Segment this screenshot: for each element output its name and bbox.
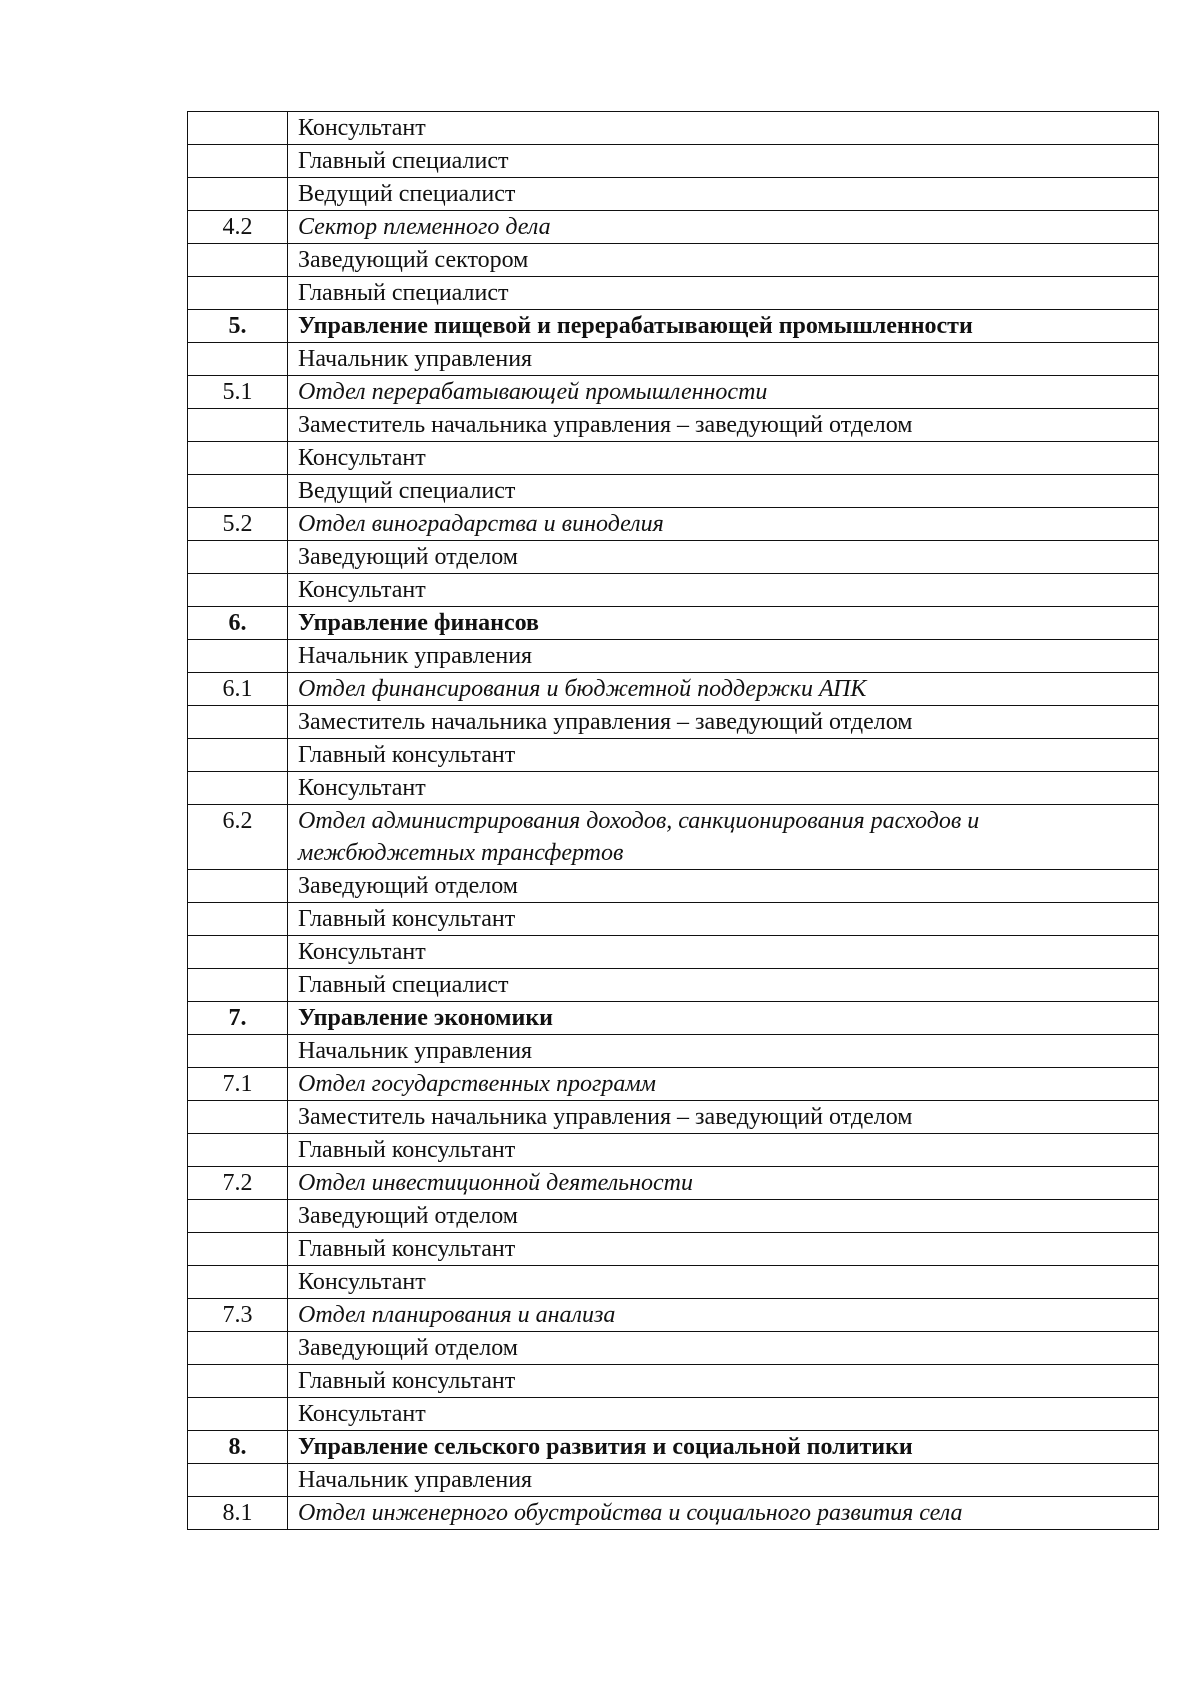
table-row: [188, 541, 1159, 574]
row-number: 8.1: [188, 1497, 288, 1530]
table-row: [188, 1101, 1159, 1134]
position-title: Главный консультант: [288, 903, 1159, 936]
table-row: [188, 310, 1159, 343]
table-row: [188, 936, 1159, 969]
position-title: Заведующий отделом: [288, 541, 1159, 574]
row-number: 6.2: [188, 805, 288, 870]
row-number: [188, 1200, 288, 1233]
row-number: [188, 870, 288, 903]
position-title: Начальник управления: [288, 1035, 1159, 1068]
row-number: [188, 706, 288, 739]
table-row: [188, 870, 1159, 903]
position-title: Ведущий специалист: [288, 475, 1159, 508]
table-row: [188, 1398, 1159, 1431]
row-number: [188, 112, 288, 145]
table-row: [188, 739, 1159, 772]
position-title: Заместитель начальника управления – заведующий отделом: [288, 706, 1159, 739]
row-number: 7.: [188, 1002, 288, 1035]
table-row: [188, 244, 1159, 277]
row-number: 6.: [188, 607, 288, 640]
table-row: [188, 376, 1159, 409]
section-title: Управление пищевой и перерабатывающей промышленности: [288, 310, 1159, 343]
row-number: 7.3: [188, 1299, 288, 1332]
position-title: Заведующий отделом: [288, 1200, 1159, 1233]
row-number: [188, 244, 288, 277]
position-title: Консультант: [288, 936, 1159, 969]
department-title: Отдел государственных программ: [288, 1068, 1159, 1101]
position-title: Главный специалист: [288, 277, 1159, 310]
position-title: Начальник управления: [288, 1464, 1159, 1497]
staff-structure-table: [187, 111, 1159, 1530]
section-title: Управление сельского развития и социальной политики: [288, 1431, 1159, 1464]
position-title: Главный консультант: [288, 1365, 1159, 1398]
table-row: [188, 343, 1159, 376]
table-row: [188, 442, 1159, 475]
section-title: Управление экономики: [288, 1002, 1159, 1035]
department-title: Отдел перерабатывающей промышленности: [288, 376, 1159, 409]
row-number: [188, 1398, 288, 1431]
row-number: 4.2: [188, 211, 288, 244]
table-row: [188, 574, 1159, 607]
table-row: [188, 1464, 1159, 1497]
row-number: 8.: [188, 1431, 288, 1464]
table-row: [188, 903, 1159, 936]
position-title: Главный специалист: [288, 969, 1159, 1002]
position-title: Заведующий отделом: [288, 870, 1159, 903]
row-number: [188, 475, 288, 508]
position-title: Главный консультант: [288, 1134, 1159, 1167]
table-row: [188, 112, 1159, 145]
position-title: Консультант: [288, 1266, 1159, 1299]
row-number: 7.2: [188, 1167, 288, 1200]
position-title: Главный специалист: [288, 145, 1159, 178]
row-number: [188, 277, 288, 310]
position-title: Заведующий сектором: [288, 244, 1159, 277]
section-title: Управление финансов: [288, 607, 1159, 640]
table-row: [188, 1332, 1159, 1365]
table-row: [188, 1497, 1159, 1530]
row-number: [188, 1332, 288, 1365]
position-title: Заместитель начальника управления – заведующий отделом: [288, 409, 1159, 442]
row-number: [188, 739, 288, 772]
table-row: [188, 178, 1159, 211]
table-row: [188, 1068, 1159, 1101]
row-number: [188, 936, 288, 969]
row-number: 5.1: [188, 376, 288, 409]
department-title: Отдел финансирования и бюджетной поддержки АПК: [288, 673, 1159, 706]
table-row: [188, 1266, 1159, 1299]
position-title: Заместитель начальника управления – заведующий отделом: [288, 1101, 1159, 1134]
table-row: [188, 475, 1159, 508]
position-title: Главный консультант: [288, 1233, 1159, 1266]
row-number: [188, 640, 288, 673]
table-row: [188, 969, 1159, 1002]
table-row: [188, 805, 1159, 870]
row-number: [188, 1035, 288, 1068]
row-number: [188, 145, 288, 178]
department-title: Отдел виноградарства и виноделия: [288, 508, 1159, 541]
row-number: [188, 541, 288, 574]
table-row: [188, 772, 1159, 805]
department-title: Сектор племенного дела: [288, 211, 1159, 244]
table-row: [188, 640, 1159, 673]
row-number: 5.: [188, 310, 288, 343]
row-number: 7.1: [188, 1068, 288, 1101]
table-row: [188, 145, 1159, 178]
row-number: [188, 772, 288, 805]
position-title: Консультант: [288, 574, 1159, 607]
table-row: [188, 1035, 1159, 1068]
table-row: [188, 1200, 1159, 1233]
position-title: Заведующий отделом: [288, 1332, 1159, 1365]
table-body: [188, 112, 1159, 1530]
table-row: [188, 1167, 1159, 1200]
row-number: [188, 178, 288, 211]
table-row: [188, 211, 1159, 244]
position-title: Консультант: [288, 772, 1159, 805]
row-number: 6.1: [188, 673, 288, 706]
row-number: [188, 343, 288, 376]
position-title: Ведущий специалист: [288, 178, 1159, 211]
table-row: [188, 1365, 1159, 1398]
table-row: [188, 1431, 1159, 1464]
position-title: Консультант: [288, 1398, 1159, 1431]
table-row: [188, 1002, 1159, 1035]
position-title: Начальник управления: [288, 640, 1159, 673]
department-title: Отдел инвестиционной деятельности: [288, 1167, 1159, 1200]
department-title: Отдел администрирования доходов, санкционирования расходов и межбюджетных трансфертов: [288, 805, 1159, 870]
position-title: Консультант: [288, 112, 1159, 145]
row-number: [188, 1266, 288, 1299]
row-number: [188, 1134, 288, 1167]
row-number: [188, 1365, 288, 1398]
table-row: [188, 1134, 1159, 1167]
row-number: [188, 903, 288, 936]
table-row: [188, 1299, 1159, 1332]
row-number: 5.2: [188, 508, 288, 541]
department-title: Отдел планирования и анализа: [288, 1299, 1159, 1332]
row-number: [188, 969, 288, 1002]
row-number: [188, 442, 288, 475]
row-number: [188, 574, 288, 607]
department-title: Отдел инженерного обустройства и социального развития села: [288, 1497, 1159, 1530]
row-number: [188, 1233, 288, 1266]
row-number: [188, 1464, 288, 1497]
table-row: [188, 409, 1159, 442]
table-row: [188, 673, 1159, 706]
row-number: [188, 1101, 288, 1134]
position-title: Консультант: [288, 442, 1159, 475]
table-row: [188, 508, 1159, 541]
table-row: [188, 1233, 1159, 1266]
table-row: [188, 607, 1159, 640]
table-row: [188, 706, 1159, 739]
position-title: Начальник управления: [288, 343, 1159, 376]
position-title: Главный консультант: [288, 739, 1159, 772]
row-number: [188, 409, 288, 442]
table-row: [188, 277, 1159, 310]
